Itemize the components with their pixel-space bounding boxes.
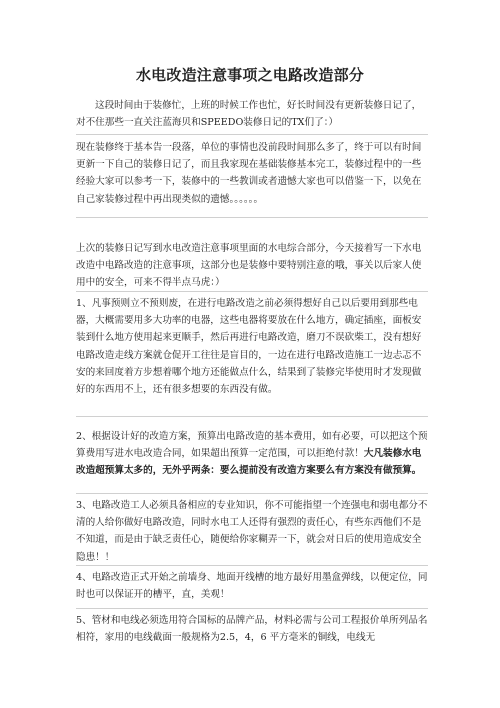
continuation-paragraph: 上次的装修日记写到水电改造注意事项里面的水电综合部分，今天接着写一下水电改造中电路改造的注意事项，这部分也是装修中要特别注意的哦，事关以后家人使用中的安全，可来不得半点马虎：） — [76, 243, 422, 289]
item-4-paragraph: 4、电路改造正式开始之前墙身、地面开线槽的地方最好用墨盒弹线，以便定位，同时也可以保证开的槽平，直，美观！ — [76, 572, 428, 601]
item-2-paragraph — [76, 428, 428, 480]
item-5-paragraph: 5、管材和电线必须选用符合国标的品牌产品，材料必需与公司工程报价单所列品名相符，家用的电线截面一般规格为2.5，4，6 平方毫米的铜线，电线无 — [76, 615, 428, 644]
section-divider — [76, 608, 428, 609]
intro-paragraph: 这段时间由于装修忙，上班的时候工作也忙，好长时间没有更新装修日记了，对不住那些一直关注蓝海贝和SPEEDO装修日记的TX们了：） — [76, 100, 422, 129]
item-1-paragraph: 1、凡事预则立不预则废，在进行电路改造之前必须得想好自己以后要用到那些电器，大概需要用多大功率的电器，这些电器将要放在什么地方，确定插座，面板安装到什么地方使用起来更顺手，然后再进行电路改造，磨刀不误砍柴工，没有想好电路改造走线方案就仓促开工往往是盲目的，一边在进行电路改造施工一边忐忑不安的来回度着方步想着哪个地方还能做点什么，结果到了装修完毕使用时才发现做好的东西用不上，还有很多想要的东西没有做。 — [76, 298, 422, 396]
item-3-paragraph: 3、电路改造工人必须具备相应的专业知识，你不可能指望一个连强电和弱电都分不清的人给你做好电路改造，同时水电工人还得有强烈的责任心，有些东西他们不是不知道，而是由于缺乏责任心，随便给你家糊弄一下，就会对日后的使用造成安全隐患！！ — [76, 500, 428, 563]
section-divider — [76, 493, 428, 494]
section-divider — [76, 291, 428, 292]
item-2-emphasis: 大凡装修水电改造超预算太多的，无外乎两条：要么提前没有改造方案要么有方案没有做预算。 — [76, 448, 422, 477]
section-divider — [76, 416, 428, 417]
section-divider — [76, 217, 428, 218]
item-2-text: 2、根据设计好的改造方案，预算出电路改造的基本费用，如有必要，可以把这个预算费用写进水电改造合同，如果超出预算一定范围，可以拒绝付款！ — [76, 431, 428, 460]
section-divider — [76, 134, 428, 135]
document-title: 水电改造注意事项之电路改造部分 — [135, 66, 364, 84]
preface-paragraph: 现在装修终于基本告一段落，单位的事情也没前段时间那么多了，终于可以有时间更新一下自己的装修日记了，而且我家现在基础装修基本完工，装修过程中的一些经验大家可以参考一下，装修中的一些教训或者遗憾大家也可以借鉴一下，以免在自己家装修过程中再出现类似的遗憾。。。。。。 — [76, 142, 422, 205]
section-divider — [76, 565, 428, 566]
